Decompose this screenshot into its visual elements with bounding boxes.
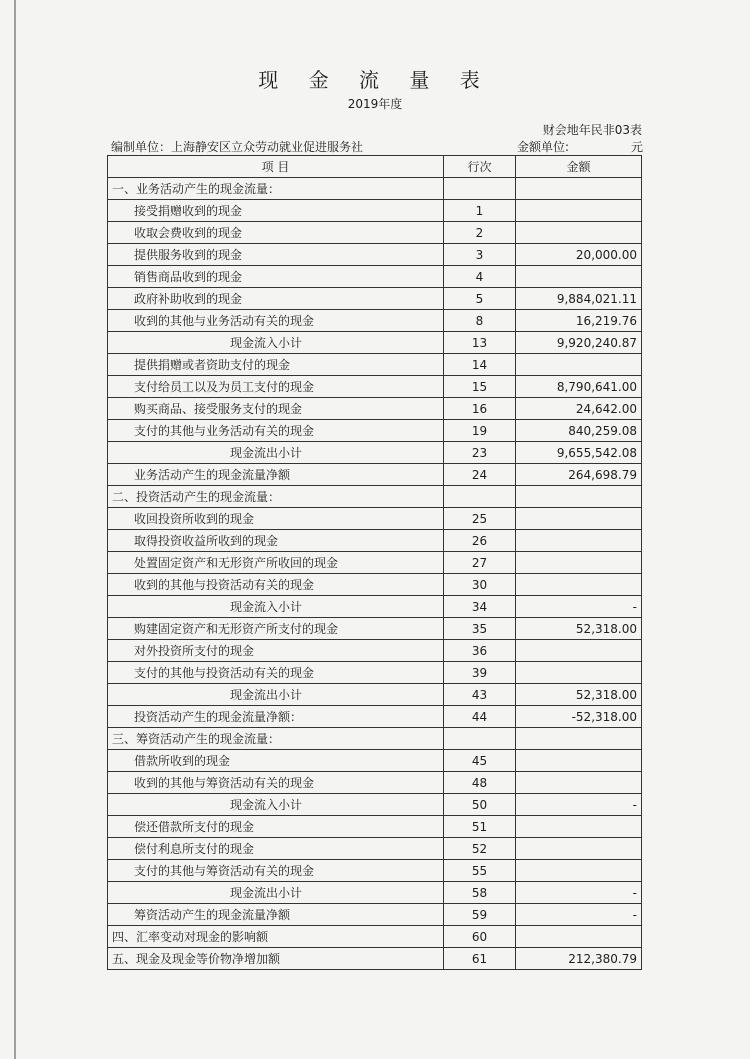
row-item: 支付给员工以及为员工支付的现金: [108, 376, 444, 398]
row-amount: [516, 552, 642, 574]
row-item: 现金流入小计: [108, 332, 444, 354]
row-line-no: 36: [444, 640, 516, 662]
row-line-no: 48: [444, 772, 516, 794]
row-item: 现金流出小计: [108, 684, 444, 706]
row-item: 现金流出小计: [108, 442, 444, 464]
row-line-no: 43: [444, 684, 516, 706]
row-amount: 24,642.00: [516, 398, 642, 420]
table-row: [108, 552, 642, 574]
row-line-no: 5: [444, 288, 516, 310]
row-item: 业务活动产生的现金流量净额: [108, 464, 444, 486]
unit-label: 金额单位:: [517, 140, 570, 154]
table-body: [108, 178, 642, 970]
row-line-no: 34: [444, 596, 516, 618]
row-line-no: 52: [444, 838, 516, 860]
row-item: 二、投资活动产生的现金流量：: [108, 486, 444, 508]
row-item: 五、现金及现金等价物净增加额: [108, 948, 444, 970]
document-title: 现 金 流 量 表: [258, 68, 492, 92]
table-row: [108, 200, 642, 222]
table-row: [108, 640, 642, 662]
report-year: 2019年度: [347, 97, 403, 111]
row-line-no: [444, 178, 516, 200]
currency-unit: [517, 138, 643, 155]
row-line-no: 60: [444, 926, 516, 948]
row-item: 借款所收到的现金: [108, 750, 444, 772]
row-line-no: 1: [444, 200, 516, 222]
row-amount: [516, 508, 642, 530]
row-item: 现金流入小计: [108, 596, 444, 618]
row-line-no: 23: [444, 442, 516, 464]
table-row: [108, 574, 642, 596]
row-line-no: [444, 486, 516, 508]
row-line-no: 30: [444, 574, 516, 596]
row-amount: [516, 486, 642, 508]
row-amount: [516, 530, 642, 552]
row-amount: [516, 816, 642, 838]
row-amount: 264,698.79: [516, 464, 642, 486]
row-amount: 9,920,240.87: [516, 332, 642, 354]
table-row: [108, 838, 642, 860]
row-line-no: [444, 728, 516, 750]
row-amount: [516, 178, 642, 200]
table-row: [108, 354, 642, 376]
table-row: [108, 882, 642, 904]
row-amount: [516, 838, 642, 860]
row-line-no: 14: [444, 354, 516, 376]
row-item: 购建固定资产和无形资产所支付的现金: [108, 618, 444, 640]
table-row: [108, 662, 642, 684]
row-item: 购买商品、接受服务支付的现金: [108, 398, 444, 420]
row-item: 处置固定资产和无形资产所收回的现金: [108, 552, 444, 574]
table-row: [108, 332, 642, 354]
table-row: [108, 860, 642, 882]
row-amount: [516, 200, 642, 222]
table-row: [108, 178, 642, 200]
row-line-no: 50: [444, 794, 516, 816]
table-row: [108, 464, 642, 486]
header-line-no: 行次: [444, 156, 516, 178]
row-line-no: 59: [444, 904, 516, 926]
table-row: [108, 750, 642, 772]
row-amount: [516, 926, 642, 948]
row-amount: [516, 222, 642, 244]
row-amount: 16,219.76: [516, 310, 642, 332]
row-line-no: 44: [444, 706, 516, 728]
row-amount: 9,655,542.08: [516, 442, 642, 464]
row-amount: [516, 574, 642, 596]
row-amount: -: [516, 904, 642, 926]
row-line-no: 8: [444, 310, 516, 332]
row-amount: 8,790,641.00: [516, 376, 642, 398]
row-amount: [516, 354, 642, 376]
row-amount: [516, 860, 642, 882]
row-item: 收取会费收到的现金: [108, 222, 444, 244]
organization-label: 编制单位：上海静安区立众劳动就业促进服务社: [111, 140, 364, 154]
row-amount: 52,318.00: [516, 618, 642, 640]
row-amount: [516, 728, 642, 750]
table-row: [108, 618, 642, 640]
row-item: 支付的其他与业务活动有关的现金: [108, 420, 444, 442]
row-line-no: 55: [444, 860, 516, 882]
row-item: 政府补助收到的现金: [108, 288, 444, 310]
row-item: 对外投资所支付的现金: [108, 640, 444, 662]
row-line-no: 27: [444, 552, 516, 574]
row-line-no: 16: [444, 398, 516, 420]
row-item: 提供服务收到的现金: [108, 244, 444, 266]
row-item: 偿还借款所支付的现金: [108, 816, 444, 838]
unit-value: 元: [630, 140, 643, 154]
header-item: 项 目: [108, 156, 444, 178]
row-line-no: 25: [444, 508, 516, 530]
table-row: [108, 310, 642, 332]
row-item: 收到的其他与业务活动有关的现金: [108, 310, 444, 332]
row-item: 偿付利息所支付的现金: [108, 838, 444, 860]
table-row: [108, 266, 642, 288]
table-row: [108, 288, 642, 310]
table-row: [108, 398, 642, 420]
row-amount: -: [516, 794, 642, 816]
table-row: [108, 948, 642, 970]
row-item: 三、筹资活动产生的现金流量：: [108, 728, 444, 750]
row-line-no: 61: [444, 948, 516, 970]
row-item: 取得投资收益所收到的现金: [108, 530, 444, 552]
table-row: [108, 508, 642, 530]
cash-flow-table: [107, 155, 642, 970]
row-line-no: 24: [444, 464, 516, 486]
row-item: 投资活动产生的现金流量净额：: [108, 706, 444, 728]
row-amount: [516, 640, 642, 662]
table-row: [108, 926, 642, 948]
table-header-row: [108, 156, 642, 178]
row-amount: -: [516, 882, 642, 904]
row-amount: [516, 266, 642, 288]
row-item: 收到的其他与筹资活动有关的现金: [108, 772, 444, 794]
row-amount: 20,000.00: [516, 244, 642, 266]
header-amount: 金额: [516, 156, 642, 178]
row-item: 接受捐赠收到的现金: [108, 200, 444, 222]
table-row: [108, 706, 642, 728]
row-line-no: 39: [444, 662, 516, 684]
row-item: 现金流入小计: [108, 794, 444, 816]
row-item: 提供捐赠或者资助支付的现金: [108, 354, 444, 376]
row-amount: [516, 772, 642, 794]
row-line-no: 4: [444, 266, 516, 288]
table-row: [108, 904, 642, 926]
table-row: [108, 794, 642, 816]
table-row: [108, 442, 642, 464]
row-line-no: 15: [444, 376, 516, 398]
table-row: [108, 486, 642, 508]
row-amount: 840,259.08: [516, 420, 642, 442]
row-amount: 212,380.79: [516, 948, 642, 970]
row-item: 支付的其他与筹资活动有关的现金: [108, 860, 444, 882]
table-row: [108, 816, 642, 838]
table-row: [108, 684, 642, 706]
row-line-no: 2: [444, 222, 516, 244]
row-line-no: 51: [444, 816, 516, 838]
row-amount: [516, 662, 642, 684]
row-amount: 52,318.00: [516, 684, 642, 706]
row-amount: 9,884,021.11: [516, 288, 642, 310]
table-row: [108, 420, 642, 442]
row-item: 收回投资所收到的现金: [108, 508, 444, 530]
row-item: 一、业务活动产生的现金流量：: [108, 178, 444, 200]
row-item: 支付的其他与投资活动有关的现金: [108, 662, 444, 684]
row-amount: -52,318.00: [516, 706, 642, 728]
row-amount: [516, 750, 642, 772]
row-line-no: 58: [444, 882, 516, 904]
table-row: [108, 222, 642, 244]
row-item: 筹资活动产生的现金流量净额: [108, 904, 444, 926]
row-item: 收到的其他与投资活动有关的现金: [108, 574, 444, 596]
table-row: [108, 244, 642, 266]
table-row: [108, 728, 642, 750]
row-item: 现金流出小计: [108, 882, 444, 904]
row-line-no: 3: [444, 244, 516, 266]
table-row: [108, 376, 642, 398]
form-code: 财会地年民非03表: [542, 123, 642, 137]
table-row: [108, 772, 642, 794]
table-row: [108, 596, 642, 618]
row-line-no: 13: [444, 332, 516, 354]
row-line-no: 45: [444, 750, 516, 772]
row-amount: -: [516, 596, 642, 618]
table-row: [108, 530, 642, 552]
row-item: 销售商品收到的现金: [108, 266, 444, 288]
row-line-no: 26: [444, 530, 516, 552]
row-item: 四、汇率变动对现金的影响额: [108, 926, 444, 948]
row-line-no: 19: [444, 420, 516, 442]
row-line-no: 35: [444, 618, 516, 640]
